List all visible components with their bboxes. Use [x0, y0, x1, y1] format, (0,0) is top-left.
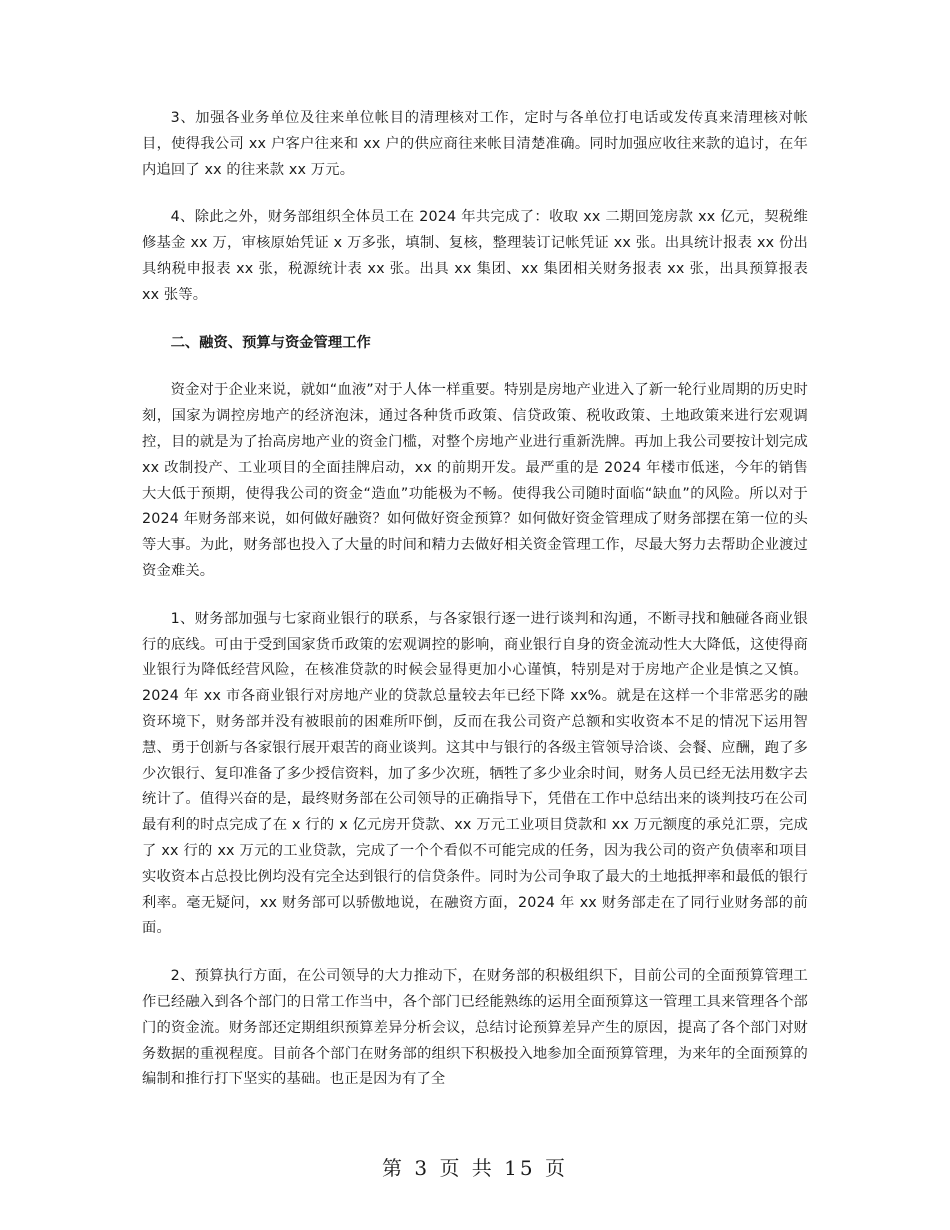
- paragraph-item-3: 3、加强各业务单位及往来单位帐目的清理核对工作，定时与各单位打电话或发传真来清理核对帐目，使得我公司 xx 户客户往来和 xx 户的供应商往来帐目清楚准确。同时加强应收往来款的追讨，在年内追回了 xx 的往来款 xx 万元。: [142, 110, 808, 178]
- paragraph-capital-intro: 资金对于企业来说，就如“血液”对于人体一样重要。特别是房地产业进入了新一轮行业周期的历史时刻，国家为调控房地产的经济泡沫，通过各种货币政策、信贷政策、税收政策、土地政策来进行宏观调控，目的就是为了抬高房地产业的资金门槛，对整个房地产业进行重新洗牌。再加上我公司要按计划完成 xx 改制投产、工业项目的全面挂牌启动，xx 的前期开发。最严重的是 2024 年楼市低迷，今年的销售大大低于预期，使得我公司的资金“造血”功能极为不畅。使得我公司随时面临“缺血”的风险。所以对于 2024 年财务部来说，如何做好融资？如何做好资金预算？如何做好资金管理成了财务部摆在第一位的头等大事。为此，财务部也投入了大量的时间和精力去做好相关资金管理工作，尽最大努力去帮助企业渡过资金难关。: [142, 382, 808, 579]
- paragraph-financing-1: 1、财务部加强与七家商业银行的联系，与各家银行逐一进行谈判和沟通，不断寻找和触碰各商业银行的底线。可由于受到国家货币政策的宏观调控的影响，商业银行自身的资金流动性大大降低，这使得商业银行为降低经营风险，在核准贷款的时候会显得更加小心谨慎，特别是对于房地产企业是慎之又慎。2024 年 xx 市各商业银行对房地产业的贷款总量较去年已经下降 xx%。就是在这样一个非常恶劣的融资环境下，财务部并没有被眼前的困难所吓倒，反而在我公司资产总额和实收资本不足的情况下运用智慧、勇于创新与各家银行展开艰苦的商业谈判。这其中与银行的各级主管领导洽谈、会餐、应酬，跑了多少次银行、复印准备了多少授信资料，加了多少次班，牺牲了多少业余时间，财务人员已经无法用数字去统计了。值得兴奋的是，最终财务部在公司领导的正确指导下，凭借在工作中总结出来的谈判技巧在公司最有利的时点完成了在 x 行的 x 亿元房开贷款、xx 万元工业项目贷款和 xx 万元额度的承兑汇票，完成了 xx 行的 xx 万元的工业贷款，完成了一个个看似不可能完成的任务，因为我公司的资产负债率和项目实收资本占总投比例均没有完全达到银行的信贷条件。同时为公司争取了最大的土地抵押率和最低的银行利率。毫无疑问，xx 财务部可以骄傲地说，在融资方面，2024 年 xx 财务部走在了同行业财务部的前面。: [142, 610, 808, 937]
- document-body: [142, 106, 808, 1115]
- section-heading: 二、融资、预算与资金管理工作: [170, 334, 371, 351]
- paragraph-item-4: 4、除此之外，财务部组织全体员工在 2024 年共完成了：收取 xx 二期回笼房款 xx 亿元，契税维修基金 xx 万，审核原始凭证 x 万多张，填制、复核，整理装订记帐凭证 xx 张。出具统计报表 xx 份出具纳税申报表 xx 张，税源统计表 xx 张。出具 xx 集团、xx 集团相关财务报表 xx 张，出具预算报表 xx 张等。: [142, 209, 808, 303]
- page-number-footer: 第 3 页 共 15 页: [382, 1156, 568, 1180]
- paragraph-budget-2: 2、预算执行方面，在公司领导的大力推动下，在财务部的积极组织下，目前公司的全面预算管理工作已经融入到各个部门的日常工作当中，各个部门已经能熟练的运用全面预算这一管理工具来管理各个部门的资金流。财务部还定期组织预算差异分析会议，总结讨论预算差异产生的原因，提高了各个部门对财务数据的重视程度。目前各个部门在财务部的组织下积极投入地参加全面预算管理，为来年的全面预算的编制和推行打下坚实的基础。也正是因为有了全: [142, 968, 808, 1088]
